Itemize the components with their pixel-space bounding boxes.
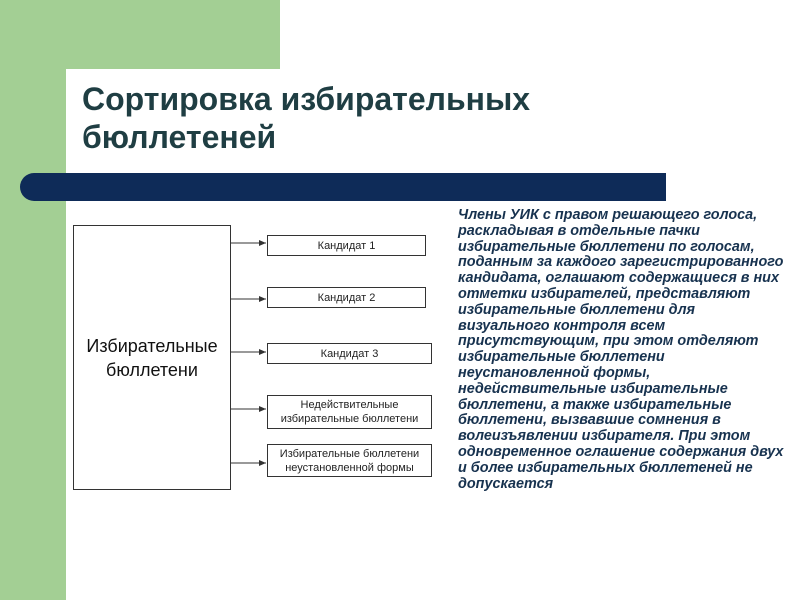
- candidate-3-label: Кандидат 3: [320, 347, 379, 360]
- candidate-2-label: Кандидат 2: [317, 291, 376, 304]
- candidate-1-label: Кандидат 1: [317, 239, 376, 252]
- unknown-form-ballots-label: Избирательные бюллетени неустановленной формы: [279, 447, 420, 474]
- description-text: Члены УИК с правом решающего голоса, раскладывая в отдельные пачки избирательные бюллетени по голосам, поданным за каждого зарегистрированного кандидата, оглашают содержащиеся в них отметки избирателей, представляют избирательные бюллетени для визуального контроля всем присутствующим, при этом отделяют избирательные бюллетени неустановленной формы, недействительные избирательные бюллетени, а также избирательные бюллетени, вызвавшие сомнения в волеизъявлении избирателя. При этом одновременное оглашение содержания двух и более избирательных бюллетеней не допускается: [458, 207, 784, 492]
- invalid-ballots-box: [267, 395, 432, 429]
- candidate-1-box: [267, 235, 426, 256]
- ballots-box-label: Избирательные бюллетени: [86, 335, 218, 380]
- slide-title: Сортировка избирательных бюллетеней: [82, 81, 531, 155]
- candidate-2-box: [267, 287, 426, 308]
- unknown-form-ballots-box: [267, 444, 432, 477]
- invalid-ballots-label: Недействительные избирательные бюллетени: [280, 399, 419, 425]
- candidate-3-box: [267, 343, 432, 364]
